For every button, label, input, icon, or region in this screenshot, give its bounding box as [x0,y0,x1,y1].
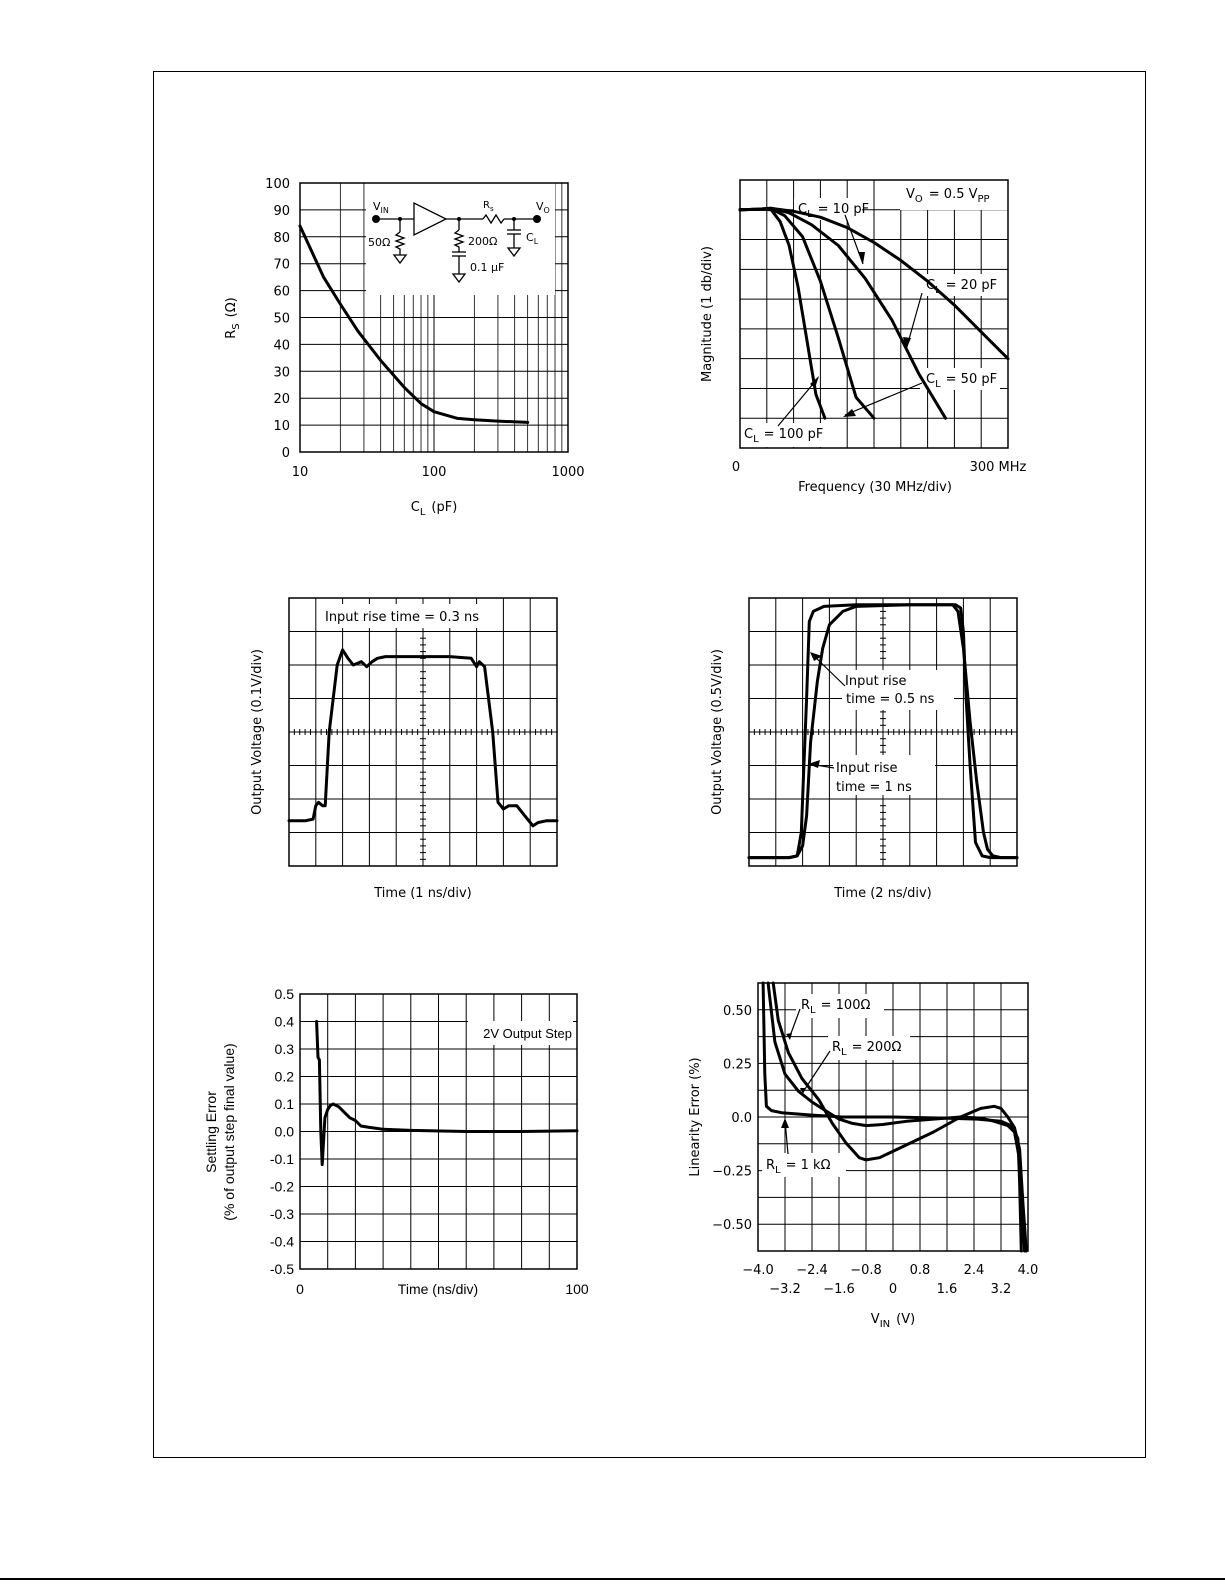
y-tick-label: 70 [273,257,290,273]
x-tick-label: −0.8 [850,1263,882,1278]
y-axis-label: Magnitude (1 db/div) [700,246,715,382]
y-tick-label: 10 [273,419,290,435]
chart-title: Input rise time = 0.3 ns [324,610,480,625]
chart-pulse-fast [240,590,570,910]
x-axis-label: Time (1 ns/div) [374,886,472,901]
vo-node [533,215,541,223]
y-tick-label: 30 [273,365,290,381]
vo-condition: $V_O = 0.5$ $V_{PP}$ [906,187,990,205]
chart-frequency-response [690,170,1050,510]
label-cl-10pf: $C_L = 10$ pF [798,202,870,220]
label-rise-0.5-line2: time = 0.5 ns [846,692,935,707]
x-axis-label: Time (2 ns/div) [834,886,932,901]
x-tick-labels [292,465,585,480]
label-rl-1k: $R_L = 1$ kΩ [766,1158,831,1176]
y-tick-label: 0 [281,446,290,461]
r200-label: 200Ω [468,235,498,248]
page-bottom-rule [0,1578,1225,1580]
svg-text:CL: $C_L$ [526,231,539,246]
x-axis-label: $C_L$ (pF) [410,500,458,518]
x-tick-label: 3.2 [990,1282,1012,1297]
x-tick-label: 10 [291,465,309,480]
y-tick-label: 20 [273,392,290,408]
y-tick-labels [265,177,290,461]
x-tick-labels [742,1263,1038,1297]
label-cl-50pf: $C_L = 50$ pF [926,372,998,390]
label-cl-20pf: $C_L = 20$ pF [926,278,998,296]
x-tick-label: 2.4 [963,1263,985,1278]
y-tick-label: 40 [273,338,290,354]
y-tick-label: 50 [273,311,290,327]
y-tick-label: 60 [273,284,290,300]
y-tick-label: 0.5 [274,986,294,1002]
svg-text:Rs: $R_s$ [483,200,494,213]
x-axis-label: $V_{IN}$ (V) [870,1312,916,1330]
y-axis-label-line1: Settling Error [203,1091,219,1173]
y-tick-label: 0.4 [274,1013,294,1030]
x-axis-label: Time (ns/div) [397,1281,479,1297]
label-rise-1-line2: time = 1 ns [836,780,912,795]
y-tick-labels [712,1004,752,1233]
x-tick-label: −3.2 [769,1282,801,1297]
x-tick-label: 0 [888,1282,898,1297]
y-tick-label: -0.3 [269,1206,294,1222]
label-rise-1-line1: Input rise [836,761,898,776]
y-tick-label: 80 [273,230,290,246]
y-axis-label: Output Voltage (0.1V/div) [250,649,265,815]
x-tick-0: 0 [296,1281,304,1297]
legend-label: 2V Output Step [483,1026,572,1041]
x-tick-label: 100 [421,465,447,480]
x-tick-label: −4.0 [742,1263,774,1278]
y-tick-label: 0.0 [274,1123,294,1140]
freq-curve [740,209,825,418]
y-tick-label: 90 [273,203,290,219]
label-rl-200: $R_L = 200\Omega$ [832,1040,902,1058]
chart-settling-error [200,980,600,1310]
y-tick-label: 100 [265,177,290,192]
svg-text:VO: $V_O$ [536,200,550,215]
y-axis-label: $R_S(\Omega)$ [224,297,242,339]
chart-linearity-error [680,970,1060,1340]
x-tick-label: 0.8 [909,1263,931,1278]
y-axis-label: Output Voltage (0.5V/div) [710,649,725,815]
y-tick-labels [270,986,294,1277]
y-tick-label: -0.1 [269,1151,294,1167]
x-tick-label: 4.0 [1017,1263,1039,1278]
x-tick-label: −2.4 [796,1263,828,1278]
label-rl-100: $R_L = 100\Omega$ [801,998,871,1016]
y-tick-label: −0.50 [712,1218,752,1234]
cap-label: 0.1 μF [470,261,505,274]
y-tick-label: 0.25 [723,1057,752,1073]
x-tick-100: 100 [565,1281,589,1297]
label-cl-100pf: $C_L = 100$ pF [744,427,824,445]
x-tick-label: −1.6 [823,1282,855,1297]
label-rise-0.5-line1: Input rise [845,674,907,689]
chart-rs-vs-cl [200,170,620,530]
x-axis-label: Frequency (30 MHz/div) [798,480,952,495]
y-tick-label: 0.0 [731,1111,752,1126]
y-axis-label-line2: (% of output step final value) [221,1043,237,1221]
y-tick-label: −0.25 [712,1164,752,1180]
svg-text:VIN: $V_{IN}$ [373,200,389,215]
x-tick-300: 300 MHz [969,460,1027,475]
y-tick-label: 0.2 [274,1068,294,1085]
inset-circuit [366,183,555,295]
y-tick-label: -0.5 [269,1261,294,1277]
chart-grid [749,598,1017,866]
x-tick-0: 0 [731,460,741,475]
y-tick-label: 0.1 [274,1096,294,1112]
y-tick-label: 0.3 [274,1041,294,1057]
y-tick-label: -0.4 [269,1233,294,1250]
y-tick-label: -0.2 [269,1178,294,1195]
x-tick-label: 1000 [551,465,585,480]
curve-annotations [766,998,901,1176]
r50-label: 50Ω [368,236,391,249]
x-tick-label: 1.6 [936,1282,958,1297]
vin-node [372,215,380,223]
chart-pulse-slow [700,590,1030,910]
y-tick-label: 0.50 [723,1003,752,1019]
y-axis-label: Linearity Error (%) [688,1057,703,1177]
